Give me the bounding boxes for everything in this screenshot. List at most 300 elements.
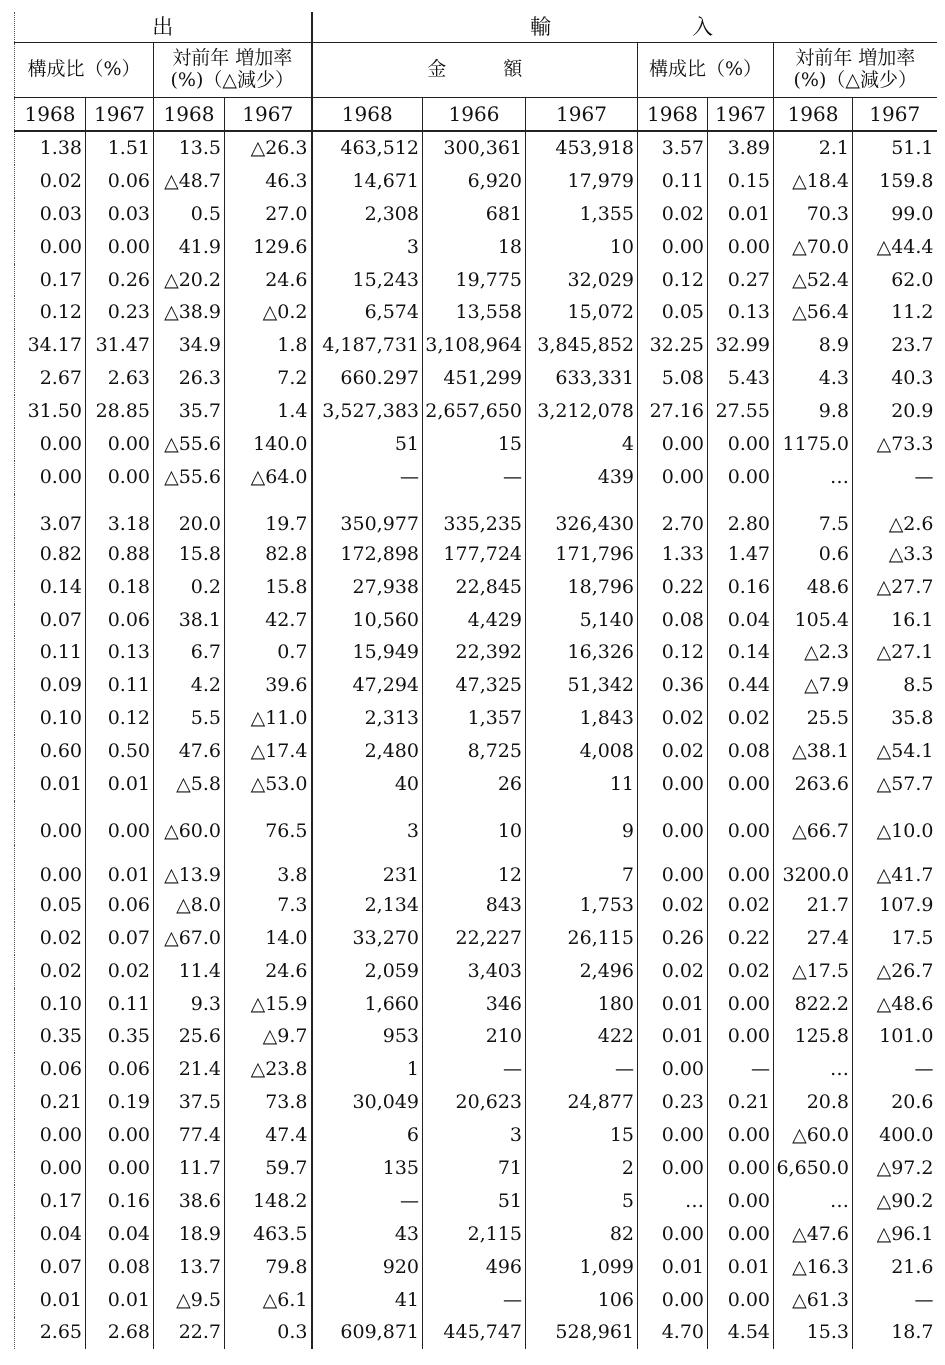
export-growth-1967-cell: 24.6 bbox=[225, 264, 312, 297]
export-share-1968-cell: 0.10 bbox=[15, 702, 86, 735]
import-amount-1967-cell: 5,140 bbox=[526, 604, 638, 637]
import-growth-header bbox=[774, 43, 937, 98]
import-amount-1966-cell: 2,657,650 bbox=[423, 395, 526, 428]
import-growth-1968-cell: 7.5 bbox=[774, 494, 853, 538]
export-growth-1967-cell: △11.0 bbox=[225, 702, 312, 735]
table-row bbox=[15, 1119, 937, 1152]
export-share-1967-cell: 0.88 bbox=[86, 538, 154, 571]
import-amount-1966-cell: 51 bbox=[423, 1185, 526, 1218]
import-share-1967-cell: 4.54 bbox=[708, 1317, 774, 1350]
table-row bbox=[15, 461, 937, 494]
export-share-1967-cell: 0.06 bbox=[86, 604, 154, 637]
import-share-1968-cell: 0.02 bbox=[638, 702, 708, 735]
import-amount-1967-cell: 15,072 bbox=[526, 296, 638, 329]
export-share-1967-cell: 0.12 bbox=[86, 702, 154, 735]
export-growth-1968-cell: 21.4 bbox=[154, 1053, 225, 1086]
export-share-1968-cell: 0.17 bbox=[15, 264, 86, 297]
import-growth-1968-cell: △60.0 bbox=[774, 1119, 853, 1152]
export-growth-1968-cell: 38.1 bbox=[154, 604, 225, 637]
export-share-1968-cell: 0.00 bbox=[15, 845, 86, 889]
import-amount-1967-cell: 633,331 bbox=[526, 362, 638, 395]
export-growth-1967-cell: 42.7 bbox=[225, 604, 312, 637]
import-share-1967-cell: 0.02 bbox=[708, 955, 774, 988]
import-share-1968-cell: 0.00 bbox=[638, 845, 708, 889]
import-amount-1966-cell: 20,623 bbox=[423, 1086, 526, 1119]
export-growth-1968-cell: △48.7 bbox=[154, 165, 225, 198]
export-share-1968-cell: 0.00 bbox=[15, 801, 86, 845]
export-growth-1968-cell: 13.7 bbox=[154, 1251, 225, 1284]
import-growth-1968-cell: 25.5 bbox=[774, 702, 853, 735]
export-growth-1968-cell: △9.5 bbox=[154, 1284, 225, 1317]
import-share-1968-cell: 0.00 bbox=[638, 231, 708, 264]
import-share-1967-cell: 0.15 bbox=[708, 165, 774, 198]
export-growth-1968-cell: 38.6 bbox=[154, 1185, 225, 1218]
import-amount-1967-cell: 422 bbox=[526, 1020, 638, 1053]
export-growth-1967-cell: 140.0 bbox=[225, 428, 312, 461]
import-amount-header: 金 額 bbox=[312, 43, 638, 98]
import-amount-1966-cell: 300,361 bbox=[423, 131, 526, 165]
export-growth-1967-cell: 463.5 bbox=[225, 1218, 312, 1251]
export-growth-1967-cell: △6.1 bbox=[225, 1284, 312, 1317]
export-share-1968-cell: 0.05 bbox=[15, 889, 86, 922]
export-share-1968-cell: 0.00 bbox=[15, 231, 86, 264]
export-growth-1967-cell: △64.0 bbox=[225, 461, 312, 494]
table-row bbox=[15, 131, 937, 165]
export-growth-1967-cell: 148.2 bbox=[225, 1185, 312, 1218]
trade-statistics-table bbox=[14, 12, 937, 1349]
import-amount-1967-cell: — bbox=[526, 1053, 638, 1086]
export-growth-1967-cell: 129.6 bbox=[225, 231, 312, 264]
export-share-1968-cell: 0.10 bbox=[15, 988, 86, 1021]
export-growth-1968-cell: 35.7 bbox=[154, 395, 225, 428]
import-share-1967-cell: 0.08 bbox=[708, 735, 774, 768]
table-row bbox=[15, 494, 937, 538]
import-amount-1967-cell: 82 bbox=[526, 1218, 638, 1251]
import-growth-1967-cell: 40.3 bbox=[853, 362, 937, 395]
export-growth-1967-cell: △23.8 bbox=[225, 1053, 312, 1086]
year-header: 1968 bbox=[638, 98, 708, 132]
import-amount-1968-cell: 350,977 bbox=[312, 494, 423, 538]
import-amount-1967-cell: 4,008 bbox=[526, 735, 638, 768]
import-share-1968-cell: 3.57 bbox=[638, 131, 708, 165]
table-row bbox=[15, 636, 937, 669]
import-growth-1967-cell: — bbox=[853, 1053, 937, 1086]
import-share-1968-cell: 0.00 bbox=[638, 1284, 708, 1317]
import-growth-1968-cell: △47.6 bbox=[774, 1218, 853, 1251]
export-growth-1967-cell: △15.9 bbox=[225, 988, 312, 1021]
import-share-1967-cell: 0.00 bbox=[708, 1218, 774, 1251]
export-share-1967-cell: 0.19 bbox=[86, 1086, 154, 1119]
import-amount-1968-cell: 609,871 bbox=[312, 1317, 423, 1350]
import-amount-1966-cell: — bbox=[423, 461, 526, 494]
header-row-years bbox=[15, 98, 937, 132]
import-amount-1967-cell: 3,845,852 bbox=[526, 329, 638, 362]
import-growth-1967-cell: 11.2 bbox=[853, 296, 937, 329]
import-growth-1968-cell: 0.6 bbox=[774, 538, 853, 571]
import-amount-1968-cell: 2,313 bbox=[312, 702, 423, 735]
export-growth-1967-cell: 46.3 bbox=[225, 165, 312, 198]
import-amount-1968-cell: — bbox=[312, 461, 423, 494]
import-growth-1967-cell: 101.0 bbox=[853, 1020, 937, 1053]
year-header: 1968 bbox=[312, 98, 423, 132]
export-share-1967-cell: 0.08 bbox=[86, 1251, 154, 1284]
export-share-1967-cell: 0.00 bbox=[86, 1119, 154, 1152]
import-amount-1966-cell: 6,920 bbox=[423, 165, 526, 198]
import-growth-1967-cell: △96.1 bbox=[853, 1218, 937, 1251]
import-share-1967-cell: 0.00 bbox=[708, 1020, 774, 1053]
export-share-1967-cell: 0.35 bbox=[86, 1020, 154, 1053]
export-share-1968-cell: 0.02 bbox=[15, 955, 86, 988]
import-growth-1967-cell: △3.3 bbox=[853, 538, 937, 571]
import-growth-1968-cell: 6,650.0 bbox=[774, 1152, 853, 1185]
import-amount-1968-cell: 920 bbox=[312, 1251, 423, 1284]
import-growth-1967-cell: 159.8 bbox=[853, 165, 937, 198]
export-growth-1967-cell: 76.5 bbox=[225, 801, 312, 845]
export-growth-header-line1: 対前年 増加率 bbox=[172, 47, 293, 70]
import-amount-1968-cell: 30,049 bbox=[312, 1086, 423, 1119]
import-share-1967-cell: 0.00 bbox=[708, 1185, 774, 1218]
export-share-1967-cell: 0.01 bbox=[86, 845, 154, 889]
import-amount-1967-cell: 2 bbox=[526, 1152, 638, 1185]
import-amount-1966-cell: 1,357 bbox=[423, 702, 526, 735]
import-amount-1967-cell: 171,796 bbox=[526, 538, 638, 571]
import-share-1968-cell: 0.23 bbox=[638, 1086, 708, 1119]
import-share-1968-cell: 0.00 bbox=[638, 428, 708, 461]
export-growth-1967-cell: 7.3 bbox=[225, 889, 312, 922]
table-row bbox=[15, 1251, 937, 1284]
export-share-1968-cell: 0.00 bbox=[15, 428, 86, 461]
import-amount-1967-cell: 26,115 bbox=[526, 922, 638, 955]
export-share-1967-cell: 0.00 bbox=[86, 1152, 154, 1185]
table-row bbox=[15, 296, 937, 329]
import-amount-1968-cell: 47,294 bbox=[312, 669, 423, 702]
import-share-1967-cell: 0.21 bbox=[708, 1086, 774, 1119]
import-amount-1967-cell: 1,099 bbox=[526, 1251, 638, 1284]
import-share-1968-cell: 0.00 bbox=[638, 461, 708, 494]
import-share-1968-cell: 0.12 bbox=[638, 264, 708, 297]
import-growth-1968-cell: … bbox=[774, 461, 853, 494]
table-row bbox=[15, 768, 937, 801]
export-growth-1968-cell: 26.3 bbox=[154, 362, 225, 395]
export-growth-1968-cell: 11.7 bbox=[154, 1152, 225, 1185]
import-amount-1966-cell: — bbox=[423, 1284, 526, 1317]
table-row bbox=[15, 955, 937, 988]
export-share-1968-cell: 0.12 bbox=[15, 296, 86, 329]
year-header: 1968 bbox=[154, 98, 225, 132]
table-row bbox=[15, 1185, 937, 1218]
import-share-1968-cell: 0.22 bbox=[638, 571, 708, 604]
export-share-1967-cell: 0.11 bbox=[86, 669, 154, 702]
export-growth-1967-cell: 0.7 bbox=[225, 636, 312, 669]
import-growth-1968-cell: △66.7 bbox=[774, 801, 853, 845]
export-growth-1968-cell: 37.5 bbox=[154, 1086, 225, 1119]
import-growth-1967-cell: △97.2 bbox=[853, 1152, 937, 1185]
table-row bbox=[15, 889, 937, 922]
export-share-1967-cell: 0.07 bbox=[86, 922, 154, 955]
import-amount-1967-cell: 326,430 bbox=[526, 494, 638, 538]
year-header: 1967 bbox=[86, 98, 154, 132]
import-amount-1968-cell: 6 bbox=[312, 1119, 423, 1152]
import-amount-1968-cell: 463,512 bbox=[312, 131, 423, 165]
export-growth-1968-cell: △5.8 bbox=[154, 768, 225, 801]
year-header: 1967 bbox=[225, 98, 312, 132]
export-growth-1967-cell: 73.8 bbox=[225, 1086, 312, 1119]
import-section-title: 輸 入 bbox=[312, 12, 937, 43]
import-share-1968-cell: 0.26 bbox=[638, 922, 708, 955]
table-row bbox=[15, 922, 937, 955]
table-row bbox=[15, 1317, 937, 1350]
export-growth-1968-cell: △8.0 bbox=[154, 889, 225, 922]
export-share-1968-cell: 34.17 bbox=[15, 329, 86, 362]
export-share-1968-cell: 31.50 bbox=[15, 395, 86, 428]
import-share-1968-cell: 0.01 bbox=[638, 1251, 708, 1284]
import-growth-1968-cell: 8.9 bbox=[774, 329, 853, 362]
export-growth-1967-cell: 27.0 bbox=[225, 198, 312, 231]
table-row bbox=[15, 231, 937, 264]
import-share-header: 構成比（%） bbox=[638, 43, 774, 98]
import-growth-1967-cell: 51.1 bbox=[853, 131, 937, 165]
import-share-1967-cell: 5.43 bbox=[708, 362, 774, 395]
table-row bbox=[15, 735, 937, 768]
export-growth-1967-cell: △0.2 bbox=[225, 296, 312, 329]
import-growth-1967-cell: △44.4 bbox=[853, 231, 937, 264]
import-growth-1968-cell: △7.9 bbox=[774, 669, 853, 702]
export-share-1968-cell: 0.03 bbox=[15, 198, 86, 231]
import-amount-1968-cell: 2,308 bbox=[312, 198, 423, 231]
import-share-1968-cell: 0.00 bbox=[638, 1053, 708, 1086]
table-row bbox=[15, 1020, 937, 1053]
import-amount-1967-cell: 453,918 bbox=[526, 131, 638, 165]
import-amount-1966-cell: 47,325 bbox=[423, 669, 526, 702]
import-growth-1967-cell: △73.3 bbox=[853, 428, 937, 461]
table-row bbox=[15, 362, 937, 395]
export-share-1967-cell: 0.06 bbox=[86, 165, 154, 198]
import-share-1967-cell: 0.27 bbox=[708, 264, 774, 297]
export-growth-1968-cell: △38.9 bbox=[154, 296, 225, 329]
export-growth-1967-cell: △53.0 bbox=[225, 768, 312, 801]
import-amount-1967-cell: 1,843 bbox=[526, 702, 638, 735]
import-amount-1966-cell: 3 bbox=[423, 1119, 526, 1152]
import-growth-1968-cell: … bbox=[774, 1185, 853, 1218]
import-growth-1967-cell: 62.0 bbox=[853, 264, 937, 297]
export-growth-1968-cell: △13.9 bbox=[154, 845, 225, 889]
export-share-1968-cell: 0.17 bbox=[15, 1185, 86, 1218]
import-amount-1968-cell: 3 bbox=[312, 801, 423, 845]
import-amount-1966-cell: 26 bbox=[423, 768, 526, 801]
import-share-1967-cell: 0.00 bbox=[708, 1152, 774, 1185]
import-share-1968-cell: 0.36 bbox=[638, 669, 708, 702]
import-share-1968-cell: 2.70 bbox=[638, 494, 708, 538]
import-growth-1968-cell: 1175.0 bbox=[774, 428, 853, 461]
export-share-1967-cell: 0.23 bbox=[86, 296, 154, 329]
import-growth-1968-cell: 3200.0 bbox=[774, 845, 853, 889]
table-row bbox=[15, 198, 937, 231]
export-growth-1967-cell: 82.8 bbox=[225, 538, 312, 571]
export-share-1968-cell: 0.60 bbox=[15, 735, 86, 768]
import-amount-1967-cell: 15 bbox=[526, 1119, 638, 1152]
year-header: 1967 bbox=[853, 98, 937, 132]
import-amount-1968-cell: 231 bbox=[312, 845, 423, 889]
import-amount-1966-cell: 8,725 bbox=[423, 735, 526, 768]
import-growth-1967-cell: 18.7 bbox=[853, 1317, 937, 1350]
table-row bbox=[15, 395, 937, 428]
import-share-1967-cell: 0.00 bbox=[708, 1284, 774, 1317]
import-amount-1967-cell: 1,753 bbox=[526, 889, 638, 922]
import-amount-1966-cell: 451,299 bbox=[423, 362, 526, 395]
import-share-1967-cell: 0.00 bbox=[708, 801, 774, 845]
import-share-1968-cell: 0.02 bbox=[638, 955, 708, 988]
export-share-1967-cell: 0.04 bbox=[86, 1218, 154, 1251]
export-share-1968-cell: 0.04 bbox=[15, 1218, 86, 1251]
import-amount-1967-cell: 5 bbox=[526, 1185, 638, 1218]
export-growth-1968-cell: 6.7 bbox=[154, 636, 225, 669]
export-share-1968-cell: 0.06 bbox=[15, 1053, 86, 1086]
import-amount-1967-cell: 7 bbox=[526, 845, 638, 889]
export-share-1967-cell: 3.18 bbox=[86, 494, 154, 538]
export-share-1967-cell: 0.01 bbox=[86, 768, 154, 801]
import-growth-1968-cell: △17.5 bbox=[774, 955, 853, 988]
export-growth-1968-cell: 15.8 bbox=[154, 538, 225, 571]
export-share-1967-cell: 0.26 bbox=[86, 264, 154, 297]
export-growth-1968-cell: △55.6 bbox=[154, 428, 225, 461]
export-growth-1967-cell: 1.8 bbox=[225, 329, 312, 362]
import-amount-1968-cell: 660.297 bbox=[312, 362, 423, 395]
import-amount-1966-cell: 335,235 bbox=[423, 494, 526, 538]
export-growth-1967-cell: 24.6 bbox=[225, 955, 312, 988]
import-growth-1967-cell: 17.5 bbox=[853, 922, 937, 955]
import-amount-1967-cell: 17,979 bbox=[526, 165, 638, 198]
export-share-1968-cell: 2.65 bbox=[15, 1317, 86, 1350]
import-share-1968-cell: 0.05 bbox=[638, 296, 708, 329]
export-growth-1967-cell: 1.4 bbox=[225, 395, 312, 428]
import-growth-1967-cell: △54.1 bbox=[853, 735, 937, 768]
export-share-1968-cell: 0.11 bbox=[15, 636, 86, 669]
export-growth-1968-cell: 9.3 bbox=[154, 988, 225, 1021]
import-growth-1968-cell: △70.0 bbox=[774, 231, 853, 264]
import-amount-1967-cell: 106 bbox=[526, 1284, 638, 1317]
export-share-1968-cell: 0.14 bbox=[15, 571, 86, 604]
import-growth-1967-cell: △2.6 bbox=[853, 494, 937, 538]
import-share-1967-cell: 32.99 bbox=[708, 329, 774, 362]
export-share-1968-cell: 0.07 bbox=[15, 604, 86, 637]
export-share-1967-cell: 2.63 bbox=[86, 362, 154, 395]
export-share-1967-cell: 0.00 bbox=[86, 461, 154, 494]
import-growth-1968-cell: 105.4 bbox=[774, 604, 853, 637]
import-growth-1968-cell: △2.3 bbox=[774, 636, 853, 669]
table-row bbox=[15, 264, 937, 297]
export-share-1967-cell: 0.00 bbox=[86, 801, 154, 845]
table-row bbox=[15, 1218, 937, 1251]
import-amount-1967-cell: 3,212,078 bbox=[526, 395, 638, 428]
export-share-1967-cell: 0.13 bbox=[86, 636, 154, 669]
import-share-1968-cell: 0.01 bbox=[638, 988, 708, 1021]
import-amount-1967-cell: 11 bbox=[526, 768, 638, 801]
import-share-1967-cell: 0.22 bbox=[708, 922, 774, 955]
import-growth-1968-cell: 822.2 bbox=[774, 988, 853, 1021]
import-amount-1968-cell: 27,938 bbox=[312, 571, 423, 604]
export-growth-1968-cell: 5.5 bbox=[154, 702, 225, 735]
export-growth-1967-cell: △26.3 bbox=[225, 131, 312, 165]
import-growth-1967-cell: 400.0 bbox=[853, 1119, 937, 1152]
import-share-1967-cell: 0.14 bbox=[708, 636, 774, 669]
export-growth-1968-cell: 4.2 bbox=[154, 669, 225, 702]
import-amount-1966-cell: 2,115 bbox=[423, 1218, 526, 1251]
import-amount-1966-cell: 681 bbox=[423, 198, 526, 231]
table-row bbox=[15, 702, 937, 735]
import-share-1967-cell: 3.89 bbox=[708, 131, 774, 165]
export-share-1967-cell: 0.00 bbox=[86, 231, 154, 264]
import-share-1967-cell: 0.00 bbox=[708, 1119, 774, 1152]
export-growth-1968-cell: △67.0 bbox=[154, 922, 225, 955]
import-share-1967-cell: 1.47 bbox=[708, 538, 774, 571]
import-amount-1966-cell: 4,429 bbox=[423, 604, 526, 637]
import-amount-1968-cell: 14,671 bbox=[312, 165, 423, 198]
import-growth-header-line1: 対前年 増加率 bbox=[795, 47, 916, 70]
table-row bbox=[15, 428, 937, 461]
import-amount-1966-cell: 19,775 bbox=[423, 264, 526, 297]
import-amount-1966-cell: 3,108,964 bbox=[423, 329, 526, 362]
import-amount-1968-cell: 1 bbox=[312, 1053, 423, 1086]
import-share-1968-cell: 0.00 bbox=[638, 801, 708, 845]
import-growth-1967-cell: △90.2 bbox=[853, 1185, 937, 1218]
export-share-1967-cell: 0.18 bbox=[86, 571, 154, 604]
import-amount-1966-cell: 22,227 bbox=[423, 922, 526, 955]
import-share-1968-cell: 0.00 bbox=[638, 1218, 708, 1251]
export-growth-1968-cell: 41.9 bbox=[154, 231, 225, 264]
import-share-1967-cell: 2.80 bbox=[708, 494, 774, 538]
table-row bbox=[15, 1053, 937, 1086]
import-share-1968-cell: 5.08 bbox=[638, 362, 708, 395]
import-share-1968-cell: 0.11 bbox=[638, 165, 708, 198]
import-share-1968-cell: 32.25 bbox=[638, 329, 708, 362]
import-growth-1968-cell: … bbox=[774, 1053, 853, 1086]
import-share-1967-cell: 0.13 bbox=[708, 296, 774, 329]
import-share-1967-cell: 27.55 bbox=[708, 395, 774, 428]
import-amount-1966-cell: 12 bbox=[423, 845, 526, 889]
import-amount-1966-cell: 15 bbox=[423, 428, 526, 461]
import-growth-1967-cell: △26.7 bbox=[853, 955, 937, 988]
import-growth-1968-cell: △18.4 bbox=[774, 165, 853, 198]
export-share-header: 構成比（%） bbox=[15, 43, 154, 98]
export-growth-1968-cell: 47.6 bbox=[154, 735, 225, 768]
export-growth-1968-cell: 25.6 bbox=[154, 1020, 225, 1053]
export-growth-1967-cell: 59.7 bbox=[225, 1152, 312, 1185]
export-growth-header-line2: (%)（△減少） bbox=[170, 69, 294, 91]
export-growth-1968-cell: 0.2 bbox=[154, 571, 225, 604]
import-amount-1966-cell: 445,747 bbox=[423, 1317, 526, 1350]
import-amount-1967-cell: 180 bbox=[526, 988, 638, 1021]
import-share-1968-cell: … bbox=[638, 1185, 708, 1218]
export-growth-1968-cell: 11.4 bbox=[154, 955, 225, 988]
table-row bbox=[15, 1152, 937, 1185]
import-amount-1967-cell: 4 bbox=[526, 428, 638, 461]
export-share-1968-cell: 0.00 bbox=[15, 1152, 86, 1185]
import-growth-1967-cell: 107.9 bbox=[853, 889, 937, 922]
export-share-1968-cell: 0.01 bbox=[15, 768, 86, 801]
export-share-1967-cell: 2.68 bbox=[86, 1317, 154, 1350]
import-amount-1966-cell: 177,724 bbox=[423, 538, 526, 571]
header-row-measure bbox=[15, 43, 937, 98]
table-row bbox=[15, 165, 937, 198]
import-share-1967-cell: 0.44 bbox=[708, 669, 774, 702]
import-growth-1968-cell: 48.6 bbox=[774, 571, 853, 604]
import-share-1968-cell: 0.00 bbox=[638, 1152, 708, 1185]
import-growth-1967-cell: 20.6 bbox=[853, 1086, 937, 1119]
import-amount-1968-cell: 6,574 bbox=[312, 296, 423, 329]
import-amount-1968-cell: 172,898 bbox=[312, 538, 423, 571]
export-share-1967-cell: 0.16 bbox=[86, 1185, 154, 1218]
import-amount-1967-cell: 528,961 bbox=[526, 1317, 638, 1350]
